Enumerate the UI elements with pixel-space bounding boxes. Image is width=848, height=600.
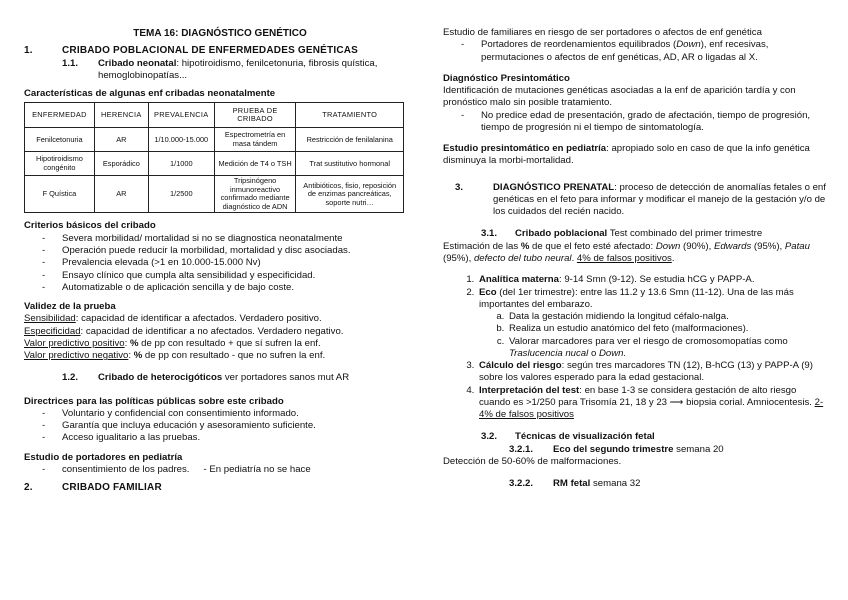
table-row bbox=[25, 176, 404, 213]
validez-heading: Validez de la prueba bbox=[24, 301, 116, 313]
estimacion-value: (90%), bbox=[680, 240, 714, 252]
section-3-text bbox=[493, 182, 828, 219]
criterios-list bbox=[24, 233, 416, 294]
neonatal-table bbox=[24, 102, 404, 213]
estimacion-patau: Patau bbox=[784, 240, 810, 252]
section-2-heading bbox=[24, 482, 416, 495]
table-cell: Espectrometría en masa tándem bbox=[214, 128, 296, 152]
step-falsos: 2-4% de falsos positivos bbox=[479, 396, 824, 421]
right-column bbox=[443, 0, 828, 491]
list-item: b. Realiza un estudio anatómico del feto (malformaciones). bbox=[507, 323, 828, 335]
section-3-2 bbox=[443, 431, 828, 443]
familiares-list bbox=[443, 39, 828, 64]
sub-text: o bbox=[588, 347, 599, 359]
table-cell: Medición de T4 o TSH bbox=[214, 152, 296, 176]
list-item bbox=[477, 274, 828, 286]
section-3-2-2-text bbox=[553, 478, 640, 490]
table-header-cell: ENFERMEDAD bbox=[25, 103, 95, 128]
presintomatico-text: Identificación de mutaciones genéticas asociadas a la enf de aparición tardía y con pronóstico malo sin posible tratamiento. bbox=[443, 85, 796, 109]
step-text: : según tres marcadores TN (12), B-hCG (13) y PAPP-A (9) sobre los valores esperado para la edad gestacional. bbox=[479, 360, 813, 384]
section-1-1-body: : hipotiroidismo, fenilcetonuria, fibrosis quística, hemoglobinopatías... bbox=[98, 57, 378, 81]
pediatria-text: : apropiado solo en caso de que la info genética disminuya la morbi-mortalidad. bbox=[443, 143, 810, 167]
list-item: a. Data la gestación midiendo la longitud céfalo-nalga. bbox=[507, 311, 828, 323]
list-item: - Ensayo clínico que cumpla alta sensibilidad y especificidad. bbox=[24, 270, 416, 282]
step-label: Cálculo del riesgo bbox=[479, 360, 562, 372]
step-text: (del 1er trimestre): entre las 11.2 y 13.6 Smn (11-12). Una de las más importantes del embarazo. bbox=[479, 286, 794, 310]
validez-term: Especificidad bbox=[24, 325, 81, 337]
validez-text: : capacidad de identificar a afectados. Verdadero positivo. bbox=[75, 313, 322, 325]
step-label: Eco bbox=[479, 286, 497, 298]
section-1-title: CRIBADO POBLACIONAL DE ENFERMEDADES GENÉTICAS bbox=[62, 44, 359, 56]
section-3-1-label: Cribado poblacional bbox=[515, 228, 608, 240]
pediatria-paragraph bbox=[443, 143, 828, 168]
familiares-item-text: Portadores de reordenamientos equilibrados ( bbox=[481, 39, 677, 51]
estimacion-value: (95%), bbox=[443, 252, 474, 264]
familiares-text: Estudio de familiares en riesgo de ser portadores o afectos de enf genética bbox=[443, 27, 762, 38]
validez-row bbox=[24, 313, 416, 325]
directrices-list bbox=[24, 408, 416, 445]
table-row bbox=[25, 152, 404, 176]
table-cell: Hipotiroidismo congénito bbox=[25, 152, 95, 176]
section-1-1-text bbox=[98, 58, 416, 83]
page-title: TEMA 16: DIAGNÓSTICO GENÉTICO bbox=[133, 28, 307, 39]
validez-text: de pp con resultado + que sí sufren la enf. bbox=[138, 337, 321, 349]
section-3-2-2-title: RM fetal bbox=[553, 478, 591, 490]
section-3-2-2-body: semana 32 bbox=[590, 478, 641, 490]
portadores-list bbox=[24, 464, 416, 476]
section-1-2-body: ver portadores sanos mut AR bbox=[222, 372, 350, 384]
section-3-2-1-text bbox=[553, 444, 724, 456]
list-item: - No predice edad de presentación, grado de afectación, tiempo de progresión, tiempo de progresión ni el tiempo de sintomatología. bbox=[443, 110, 828, 135]
list-item: - Acceso igualitario a las pruebas. bbox=[24, 432, 416, 444]
section-3-1 bbox=[443, 228, 828, 240]
presintomatico-heading: Diagnóstico Presintomático bbox=[443, 72, 570, 84]
validez-row bbox=[24, 338, 416, 350]
estimacion-end: . bbox=[671, 252, 675, 264]
sub-text: Valorar marcadores para ver el riesgo de cromosomopatías como bbox=[509, 335, 788, 347]
table-row bbox=[25, 128, 404, 152]
sub-down: Down. bbox=[598, 347, 627, 359]
validez-row bbox=[24, 326, 416, 338]
steps-list bbox=[443, 274, 828, 421]
table-cell: Esporádico bbox=[94, 152, 148, 176]
list-item bbox=[477, 385, 828, 422]
step-text: : en base 1-3 se considera gestación de alto riesgo cuando es >1/250 para Trisomía 21, 18 y 23 ⟶ biopsia corial. Amniocentesis. bbox=[479, 384, 815, 408]
table-cell: Antibióticos, fisio, reposición de enzimas pancreáticas, soporte nutri… bbox=[296, 176, 404, 213]
estimacion-edwards: Edwards bbox=[713, 240, 752, 252]
validez-text: : bbox=[124, 337, 130, 349]
estimacion-text: de que el feto esté afectado: bbox=[529, 240, 656, 252]
validez-text: de pp con resultado - que no sufren la enf. bbox=[142, 350, 326, 362]
section-1-1-label: Cribado neonatal bbox=[98, 57, 177, 69]
section-1-heading bbox=[24, 45, 416, 58]
section-1-number: 1. bbox=[24, 44, 33, 56]
deteccion-text: Detección de 50-60% de malformaciones. bbox=[443, 455, 622, 467]
validez-percent: % bbox=[133, 350, 143, 362]
step-text: : 9-14 Smn (9-12). Se estudia hCG y PAPP-A. bbox=[558, 274, 755, 286]
section-2-title: CRIBADO FAMILIAR bbox=[62, 482, 162, 494]
estimacion-text: Estimación de las bbox=[443, 240, 521, 252]
list-item bbox=[477, 360, 828, 385]
validez-term: Valor predictivo positivo bbox=[24, 337, 125, 349]
section-3-1-body: Test combinado del primer trimestre bbox=[607, 228, 763, 240]
list-item bbox=[24, 464, 416, 476]
portadores-item: consentimiento de los padres. bbox=[62, 463, 190, 475]
portadores-note: - En pediatría no se hace bbox=[203, 463, 311, 475]
section-1-2 bbox=[24, 372, 416, 384]
section-1-1-number: 1.1. bbox=[62, 57, 79, 69]
sub-traslucencia: Traslucencia nucal bbox=[509, 347, 589, 359]
section-3-2-title: Técnicas de visualización fetal bbox=[515, 431, 655, 443]
table-cell: F Quística bbox=[25, 176, 95, 213]
table-cell: Trat sustitutivo hormonal bbox=[296, 152, 404, 176]
step-label: Interpretación del test bbox=[479, 384, 580, 396]
criterios-heading: Criterios básicos del cribado bbox=[24, 220, 156, 232]
validez-text: : bbox=[128, 350, 134, 362]
section-3-title: DIAGNÓSTICO PRENATAL bbox=[493, 181, 615, 193]
estimacion-paragraph bbox=[443, 241, 828, 266]
list-item: - Severa morbilidad/ mortalidad si no se diagnostica neonatalmente bbox=[24, 233, 416, 245]
section-1-2-number: 1.2. bbox=[62, 372, 79, 384]
familiares-item-down: Down bbox=[676, 39, 701, 51]
table-header-cell: PREVALENCIA bbox=[148, 103, 214, 128]
list-item bbox=[443, 39, 828, 64]
list-item bbox=[507, 336, 828, 361]
table-title: Características de algunas enf cribadas neonatalmente bbox=[24, 88, 276, 100]
section-3-2-1-number: 3.2.1. bbox=[509, 443, 534, 455]
table-cell: 1/2500 bbox=[148, 176, 214, 213]
section-3-2-1 bbox=[443, 444, 828, 456]
table-cell: 1/1000 bbox=[148, 152, 214, 176]
section-3-2-1-title: Eco del segundo trimestre bbox=[553, 443, 674, 455]
table-cell: AR bbox=[94, 128, 148, 152]
table-header-row bbox=[25, 103, 404, 128]
validez-row bbox=[24, 350, 416, 362]
estimacion-down: Down bbox=[655, 240, 681, 252]
estimacion-tubo: defecto del tubo neural bbox=[473, 252, 572, 264]
list-item: - Operación puede reducir la morbilidad, mortalidad y disc asociadas. bbox=[24, 245, 416, 257]
table-cell: Restricción de fenilalanina bbox=[296, 128, 404, 152]
section-1-1 bbox=[24, 58, 416, 83]
estimacion-percent: % bbox=[520, 240, 530, 252]
list-item bbox=[477, 287, 828, 361]
section-2-number: 2. bbox=[24, 482, 33, 494]
step-label: Analítica materna bbox=[479, 274, 559, 286]
estimacion-value: (95%), bbox=[751, 240, 785, 252]
list-item: - Prevalencia elevada (>1 en 10.000-15.000 Nv) bbox=[24, 257, 416, 269]
table-cell: Fenilcetonuria bbox=[25, 128, 95, 152]
table-header-cell: HERENCIA bbox=[94, 103, 148, 128]
section-1-2-text bbox=[98, 372, 349, 384]
table-cell: Tripsinógeno inmunoreactivo confirmado mediante diagnóstico de ADN bbox=[214, 176, 296, 213]
table-header-cell: PRUEBA DE CRIBADO bbox=[214, 103, 296, 128]
pediatria-label: Estudio presintomático en pediatría bbox=[443, 143, 607, 155]
validez-percent: % bbox=[129, 337, 139, 349]
validez-term: Sensibilidad bbox=[24, 313, 76, 325]
section-3-body: : proceso de detección de anomalías fetales o enf genéticas en el feto para informar y modificar el manejo de la gestación y/o de los cuidados del recién nacido. bbox=[493, 181, 826, 218]
list-item: - Voluntario y confidencial con consentimiento informado. bbox=[24, 408, 416, 420]
list-item: - Garantía que incluya educación y asesoramiento suficiente. bbox=[24, 420, 416, 432]
table-cell: 1/10.000-15.000 bbox=[148, 128, 214, 152]
directrices-heading: Directrices para las políticas públicas sobre este cribado bbox=[24, 395, 284, 407]
section-3 bbox=[443, 182, 828, 219]
table-header-cell: TRATAMIENTO bbox=[296, 103, 404, 128]
section-3-1-number: 3.1. bbox=[481, 228, 498, 240]
eco-sublist bbox=[479, 311, 828, 360]
section-3-2-1-body: semana 20 bbox=[673, 443, 724, 455]
section-3-1-text bbox=[515, 228, 762, 240]
section-3-number: 3. bbox=[455, 181, 464, 193]
estimacion-sep: . bbox=[571, 252, 577, 264]
section-3-2-2-number: 3.2.2. bbox=[509, 478, 534, 490]
presintomatico-list bbox=[443, 110, 828, 135]
validez-term: Valor predictivo negativo bbox=[24, 350, 129, 362]
list-item: - Automatizable o de aplicación sencilla y de bajo coste. bbox=[24, 282, 416, 294]
portadores-heading: Estudio de portadores en pediatría bbox=[24, 451, 183, 463]
left-column bbox=[24, 0, 416, 495]
table-cell: AR bbox=[94, 176, 148, 213]
section-1-2-label: Cribado de heterocigóticos bbox=[98, 372, 223, 384]
validez-text: : capacidad de identificar a no afectados. Verdadero negativo. bbox=[80, 325, 344, 337]
section-3-2-2 bbox=[443, 478, 828, 490]
section-3-2-number: 3.2. bbox=[481, 431, 498, 443]
estimacion-falsos: 4% de falsos positivos bbox=[576, 252, 672, 264]
familiares-item-text: ), enf recesivas, permutaciones o afectos de enf genéticas, AD, AR o ligadas al X. bbox=[481, 39, 769, 63]
